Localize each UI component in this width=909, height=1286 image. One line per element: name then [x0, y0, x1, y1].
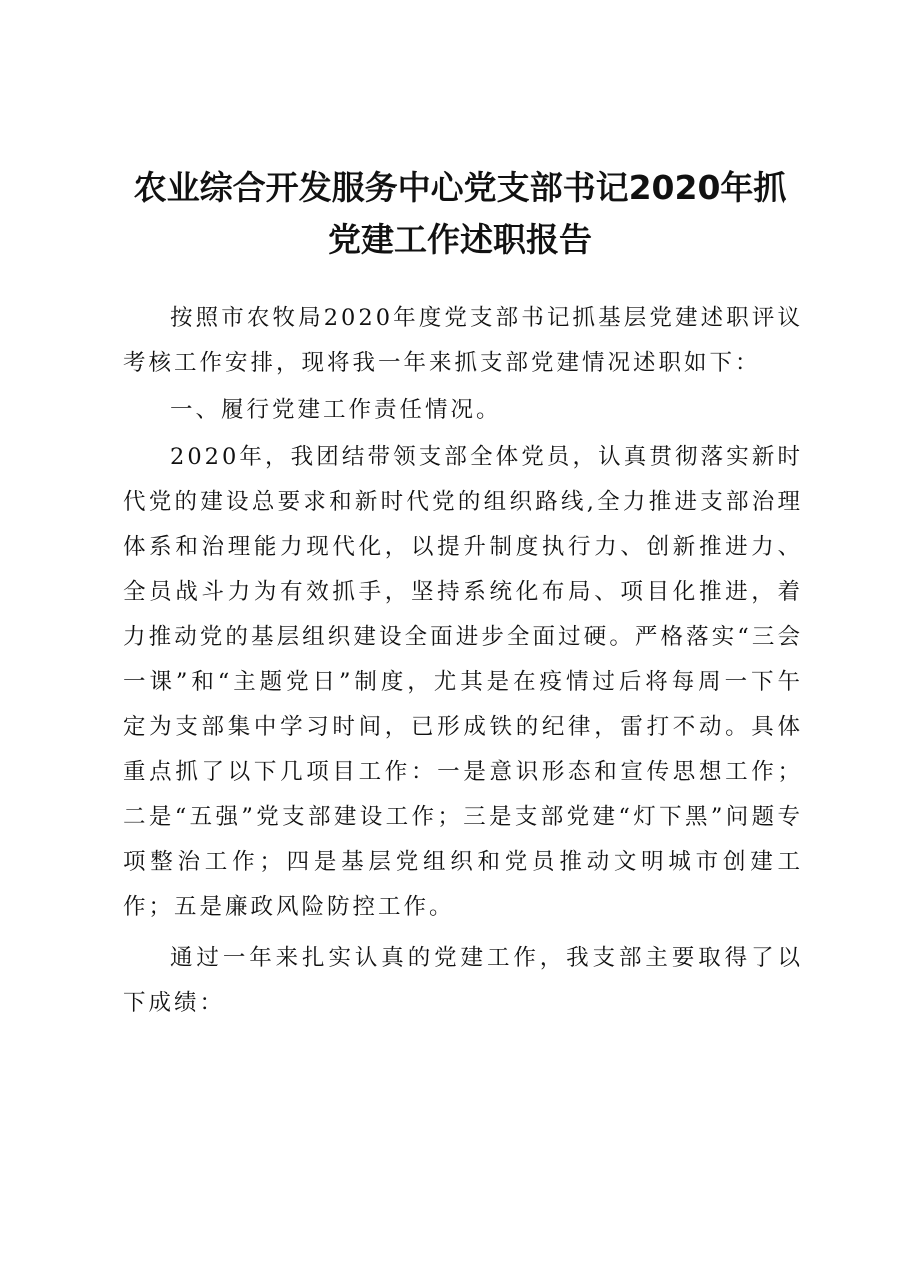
section-heading-1: 一、履行党建工作责任情况。	[170, 397, 502, 423]
paragraph-intro: 按照市农牧局2020年度党支部书记抓基层党建述职评议考核工作安排，现将我一年来抓支部党建情况述职如下：	[123, 305, 803, 376]
document-body	[123, 296, 803, 1026]
document-title	[120, 162, 800, 266]
title-line-2: 党建工作述职报告	[328, 220, 592, 259]
title-line-1: 农业综合开发服务中心党支部书记2020年抓	[133, 168, 787, 207]
paragraph-achievements: 通过一年来扎实认真的党建工作，我支部主要取得了以下成绩：	[123, 945, 803, 1016]
paragraph-2020-work: 2020年，我团结带领支部全体党员，认真贯彻落实新时代党的建设总要求和新时代党的组织路线,全力推进支部治理体系和治理能力现代化，以提升制度执行力、创新推进力、全员战斗力为有效抓手，坚持系统化布局、项目化推进，着力推动党的基层组织建设全面进步全面过硬。严格落实“三会一课”和“主题党日”制度，尤其是在疫情过后将每周一下午定为支部集中学习时间，已形成铁的纪律，雷打不动。具体重点抓了以下几项目工作：一是意识形态和宣传思想工作；二是“五强”党支部建设工作；三是支部党建“灯下黑”问题专项整治工作；四是基层党组织和党员推动文明城市创建工作；五是廉政风险防控工作。	[123, 444, 803, 920]
